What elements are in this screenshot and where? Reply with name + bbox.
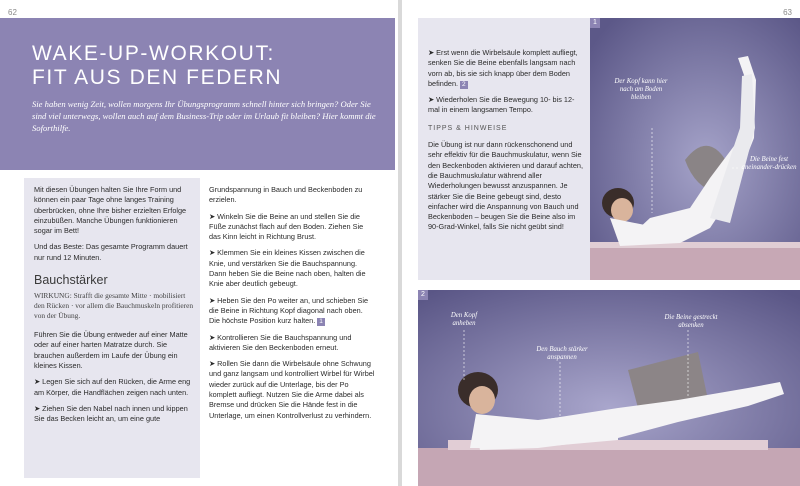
tips-text: Die Übung ist nur dann rückenschonend und sehr effektiv für die Bauchmuskulatur, wenn Sie den Beckenboden aktivieren und darauf achten, die Bauchmuskulatur während aller Wiederholungen bewusst anzuspannen. Je stärker Sie die Beine gebeugt sind, desto einfacher wird die Anspannung von Bauch und Beckenboden – beugen Sie die Beine also im 90-Grad-Winkel, falls Sie nicht geübt sind! [428,140,583,232]
title-line-2: FIT AUS DEN FEDERN [32,66,283,89]
photo-ref-badge-1: 1 [319,318,323,326]
left-page [0,0,398,486]
step-3: ➤ Winkeln Sie die Beine an und stellen Sie die Füße zunächst flach auf den Boden. Ziehen Sie das Kinn leicht in Richtung Brust. [209,211,364,242]
exercise-heading: Bauchstärker [34,273,108,288]
effect-text: WIRKUNG: Strafft die gesamte Mitte · mobilisiert den Rücken · vor allem die Bauchmuskeln profitieren von der Übung. [34,291,194,320]
mat-paragraph: Führen Sie die Übung entweder auf einer Matte oder auf einer harten Matratze durch. Sie brauchen außerdem im Laufe der Übung ein kleines Kissen. [34,330,188,371]
photo-2-caption-legs: Die Beine gestreckt absenken [664,314,718,329]
step-9: ➤ Wiederholen Sie die Bewegung 10- bis 12-mal in einem langsamen Tempo. [428,95,575,115]
tips-heading: TIPPS & HINWEISE [428,124,508,132]
page-number-right: 63 [783,8,792,17]
step-5-text: ➤ Heben Sie den Po weiter an, und schieben Sie die Beine in Richtung Kopf diagonal nach oben. Die höchste Position kurz halten. [209,295,369,326]
step-8-text: ➤ Erst wenn die Wirbelsäule komplett aufliegt, senken Sie die Beine ebenfalls langsam nach vorn ab, bis sie sich knapp über dem Boden befinden. [428,48,578,88]
photo-1-illustration [590,18,800,280]
text-column-2 [209,185,375,427]
step-5 [209,296,375,327]
photo-2-badge: 2 [418,290,428,300]
intro-text: Sie haben wenig Zeit, wollen morgens Ihr Übungsprogramm schnell hinter sich bringen? Oder Sie sind viel unterwegs, wollen auch auf dem Business-Trip oder im Urlaub fit bleiben? Hier kommt die Soforthilfe. [32,99,376,133]
step-8 [428,48,584,89]
page-title [32,42,282,90]
step-1: ➤ Legen Sie sich auf den Rücken, die Arme eng am Körper, die Handflächen zeigen nach unten. [34,377,191,397]
col2-intro: Grundspannung in Bauch und Beckenboden zu erzielen. [209,185,363,205]
box-text-1: Mit diesen Übungen halten Sie Ihre Form und können ein paar Tage ohne langes Training überbrücken, ohne Ihre bisher erzielten Erfolge einzubüßen. Manche Übungen funktionieren sogar im Bett! [34,185,187,236]
right-page [402,0,800,486]
page-number-left: 62 [8,8,17,17]
title-banner [0,18,395,170]
exercise-photo-2 [418,290,800,486]
title-line-1: WAKE-UP-WORKOUT: [32,42,275,65]
photo-1-caption-head: Der Kopf kann hier nach am Boden bleiben [614,78,668,101]
text-column-1 [34,185,194,431]
step-7: ➤ Rollen Sie dann die Wirbelsäule ohne Schwung und ganz langsam und kontrolliert Wirbel für Wirbel wieder zurück auf die Unterlage, bis der Po komplett aufliegt. Nutzen Sie die Arme dabei als Bremse und drücken Sie die Hände fest in die Unterlage, um einen Kontrollverlust zu verhindern. [209,359,375,420]
step-2: ➤ Ziehen Sie den Nabel nach innen und kippen Sie das Becken leicht an, um eine gute [34,403,188,424]
text-column-3 [428,48,584,239]
photo-1-caption-legs: Die Beine fest aneinander-drücken [741,156,797,171]
photo-1-badge: 1 [590,18,600,28]
step-4: ➤ Klemmen Sie ein kleines Kissen zwischen die Knie, und verstärken Sie die Bauchspannung. Dann heben Sie die Beine nach oben, halten die Knie aber deutlich gebeugt. [209,248,366,289]
photo-ref-badge-2: 2 [462,80,466,88]
photo-2-caption-belly: Den Bauch stärker anspannen [536,346,588,361]
exercise-photo-1 [590,18,800,280]
photo-2-caption-head: Den Kopf anheben [450,312,478,327]
step-6: ➤ Kontrollieren Sie die Bauchspannung und aktivieren Sie den Beckenboden erneut. [209,332,352,352]
box-text-2: Und das Beste: Das gesamte Programm dauert nur rund 12 Minuten. [34,242,188,262]
